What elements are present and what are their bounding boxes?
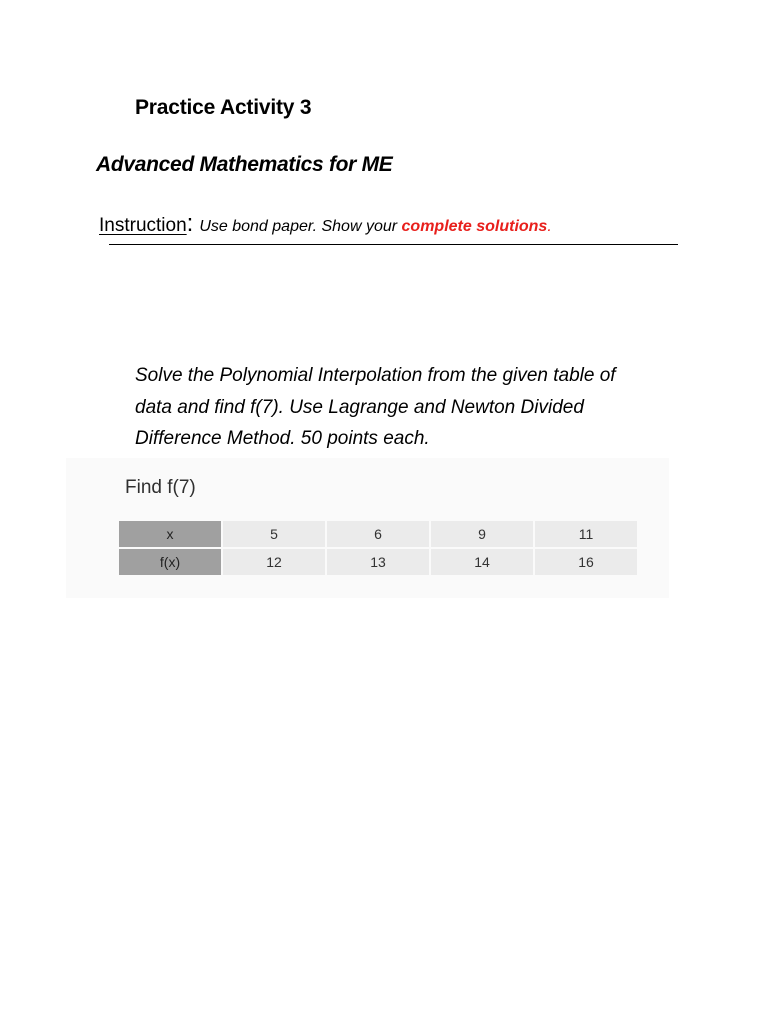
problem-line: Solve the Polynomial Interpolation from the given table of bbox=[135, 365, 616, 386]
data-table bbox=[117, 519, 639, 577]
table-cell: 11 bbox=[535, 521, 637, 547]
instruction-text: Use bond paper. Show your bbox=[199, 218, 398, 235]
table-cell: 9 bbox=[431, 521, 533, 547]
instruction-emphasis: complete solutions bbox=[401, 218, 548, 235]
problem-statement bbox=[135, 360, 695, 455]
table-cell: 16 bbox=[535, 549, 637, 575]
problem-line: data and find f(7). Use Lagrange and Newton Divided bbox=[135, 396, 584, 418]
divider-line bbox=[109, 244, 678, 245]
data-figure bbox=[66, 458, 669, 598]
table-row-x bbox=[119, 521, 637, 547]
instruction-end: . bbox=[547, 218, 552, 235]
course-title: Advanced Mathematics for ME bbox=[96, 153, 393, 176]
table-cell: 13 bbox=[327, 549, 429, 575]
instruction-colon: : bbox=[186, 210, 194, 237]
table-cell: 6 bbox=[327, 521, 429, 547]
table-cell: 14 bbox=[431, 549, 533, 575]
table-row-fx bbox=[119, 549, 637, 575]
table-cell: 12 bbox=[223, 549, 325, 575]
page-title: Practice Activity 3 bbox=[135, 96, 312, 119]
instruction-label: Instruction bbox=[99, 215, 187, 236]
table-header-cell: x bbox=[119, 521, 221, 547]
problem-line: Difference Method. 50 points each. bbox=[135, 428, 430, 449]
instruction-line bbox=[99, 210, 552, 238]
figure-label: Find f(7) bbox=[125, 477, 196, 498]
table-header-cell: f(x) bbox=[119, 549, 221, 575]
table-cell: 5 bbox=[223, 521, 325, 547]
